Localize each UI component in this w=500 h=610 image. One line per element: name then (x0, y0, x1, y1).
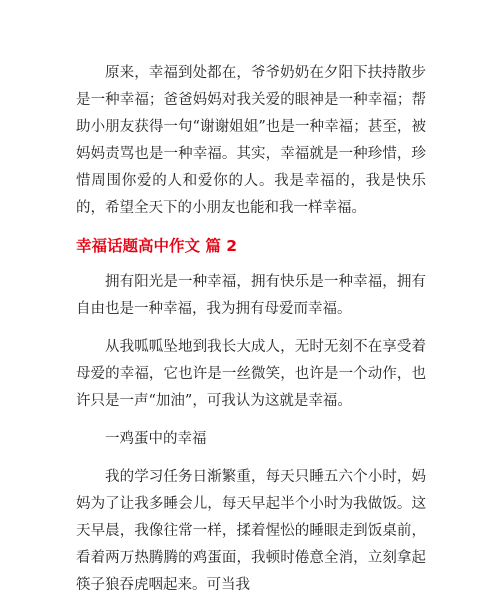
document-body (76, 60, 426, 610)
section-heading: 幸福话题高中作文 篇 2 (76, 237, 238, 255)
paragraph-mother-love: 从我呱呱坠地到我长大成人，无时无刻不在享受着母爱的幸福，它也许是一丝微笑，也许是一个动作，也许只是一声“加油”，可我认为这就是幸福。 (76, 339, 426, 409)
paragraph-sunshine: 拥有阳光是一种幸福，拥有快乐是一种幸福，拥有自由也是一种幸福，我为拥有母爱而幸福。 (76, 274, 426, 317)
paragraph-morning: 我的学习任务日渐繁重，每天只睡五六个小时，妈妈为了让我多睡会儿，每天早起半个小时为我做饭。这天早晨，我像往常一样，揉着惺忪的睡眼走到饭桌前，看着两万热腾腾的鸡蛋面，我顿时倦意全消，立刻拿起筷子狼吞虎咽起来。可当我 (76, 469, 426, 593)
subheading-egg: 一鸡蛋中的幸福 (105, 431, 207, 447)
paragraph-intro: 原来，幸福到处都在，爷爷奶奶在夕阳下扶持散步是一种幸福；爸爸妈妈对我关爱的眼神是一种幸福；帮助小朋友获得一句“谢谢姐姐”也是一种幸福；甚至，被妈妈责骂也是一种幸福。其实，幸福就是一种珍惜，珍惜周围你爱的人和爱你的人。我是幸福的，我是快乐的，希望全天下的小朋友也能和我一样幸福。 (76, 65, 426, 216)
